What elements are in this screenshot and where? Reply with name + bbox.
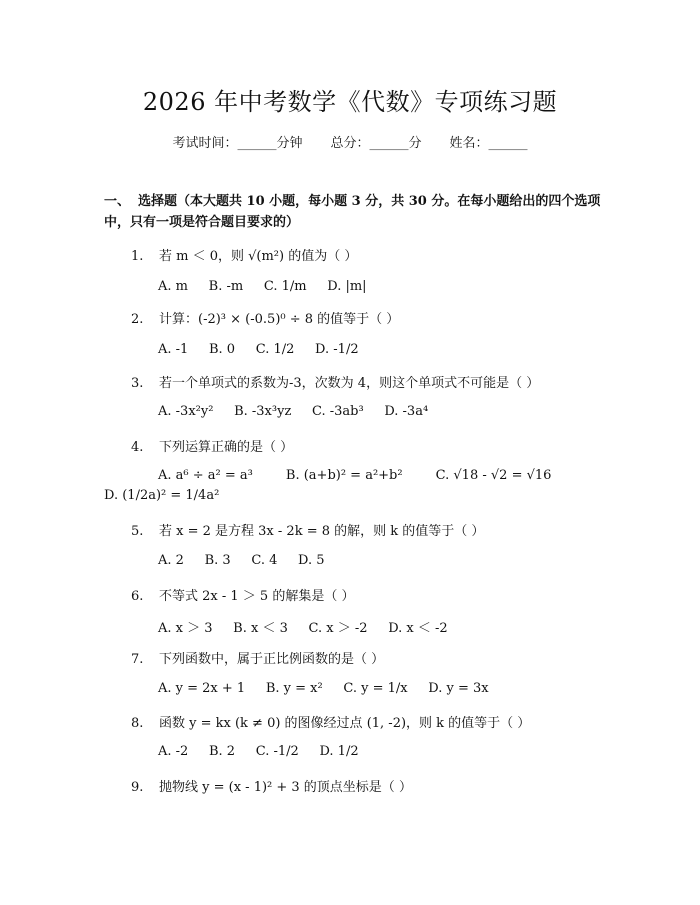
question-6 [131, 585, 354, 604]
question-text: 若一个单项式的系数为-3，次数为 4，则这个单项式不可能是（ ） [159, 376, 540, 391]
question-4-options: A. a⁶ ÷ a² = a³ B. (a+b)² = a²+b² C. √18 - √2 = √16 [158, 468, 552, 483]
question-text: 下列函数中，属于正比例函数的是（ ） [159, 652, 385, 667]
question-text: 不等式 2x - 1 ＞ 5 的解集是（ ） [159, 589, 355, 604]
exam-time: 考试时间：______分钟 [172, 136, 303, 151]
question-2-options: A. -1 B. 0 C. 1/2 D. -1/2 [158, 342, 359, 357]
question-8 [131, 712, 530, 731]
question-4-options-continued: D. (1/2a)² = 1/4a² [104, 488, 220, 503]
student-name: 姓名：______ [449, 136, 528, 151]
question-7 [131, 648, 384, 667]
total-score: 总分：______分 [330, 136, 422, 151]
question-number: 9. [131, 780, 144, 795]
question-7-options: A. y = 2x + 1 B. y = x² C. y = 1/x D. y = 3x [158, 681, 489, 696]
question-number: 6. [131, 589, 144, 604]
question-number: 4. [131, 440, 144, 455]
question-text: 下列运算正确的是（ ） [159, 440, 294, 455]
question-number: 8. [131, 716, 144, 731]
question-text: 若 m ＜ 0，则 √(m²) 的值为（ ） [159, 249, 358, 264]
question-number: 3. [131, 376, 144, 391]
section-number: 一、 [104, 194, 131, 209]
page-title: 2026 年中考数学《代数》专项练习题 [142, 88, 558, 116]
question-5 [131, 520, 484, 539]
question-9 [131, 776, 412, 795]
question-number: 5. [131, 524, 144, 539]
question-text: 抛物线 y = (x - 1)² + 3 的顶点坐标是（ ） [159, 780, 412, 795]
question-4 [131, 436, 293, 455]
question-2 [131, 308, 399, 327]
question-6-options: A. x ＞ 3 B. x ＜ 3 C. x ＞ -2 D. x ＜ -2 [158, 621, 448, 636]
question-number: 1. [131, 249, 144, 264]
section-heading [104, 191, 604, 233]
question-number: 2. [131, 312, 144, 327]
question-1-options: A. m B. -m C. 1/m D. |m| [158, 279, 367, 294]
question-text: 计算：(-2)³ × (-0.5)⁰ ÷ 8 的值等于（ ） [159, 312, 400, 327]
question-number: 7. [131, 652, 144, 667]
exam-info [0, 132, 700, 151]
question-text: 函数 y = kx (k ≠ 0) 的图像经过点 (1, -2)，则 k 的值等于（ ） [159, 716, 531, 731]
section-text: 选择题（本大题共 10 小题，每小题 3 分，共 30 分。在每小题给出的四个选项中，只有一项是符合题目要求的） [104, 194, 601, 230]
question-8-options: A. -2 B. 2 C. -1/2 D. 1/2 [158, 744, 359, 759]
question-1 [131, 245, 357, 264]
question-3 [131, 372, 539, 391]
question-3-options: A. -3x²y² B. -3x³yz C. -3ab³ D. -3a⁴ [158, 404, 429, 419]
question-5-options: A. 2 B. 3 C. 4 D. 5 [158, 553, 325, 568]
question-text: 若 x = 2 是方程 3x - 2k = 8 的解，则 k 的值等于（ ） [159, 524, 485, 539]
